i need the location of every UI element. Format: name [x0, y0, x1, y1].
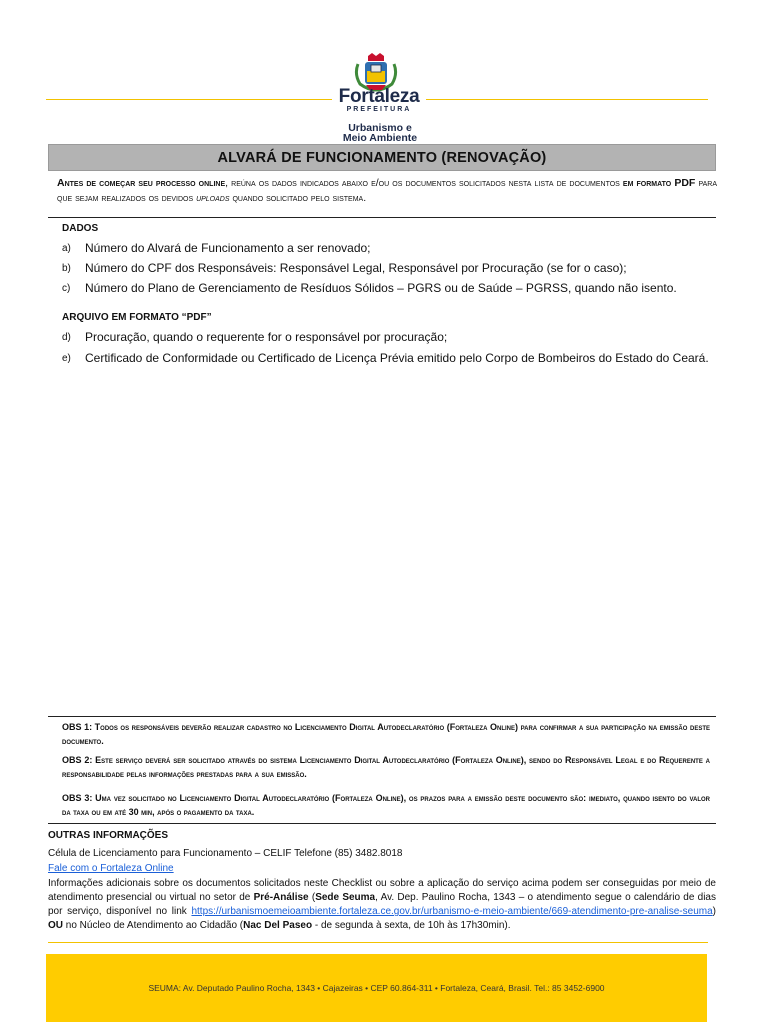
info-text: Informações adicionais sobre os documentos solicitados neste Checklist ou sobre a aplicação do serviço acima podem ser conseguidas por meio de atendimento presencial ou virtual no setor de — [48, 878, 716, 903]
list-item — [62, 350, 718, 366]
brand-subtitle: PREFEITURA — [346, 106, 412, 113]
intro-lead: Antes de começar seu processo online — [57, 177, 226, 189]
outras-heading: OUTRAS INFORMAÇÕES — [48, 830, 168, 841]
intro-paragraph — [57, 176, 717, 206]
info-bold: OU — [48, 920, 63, 931]
intro-uploads: uploads — [196, 192, 230, 204]
list-text: Procuração, quando o requerente for o responsável por procuração; — [85, 330, 448, 344]
intro-text-3: quando solicitado pelo sistema. — [229, 192, 367, 204]
list-label: b) — [62, 263, 71, 274]
list-text: Número do Plano de Gerenciamento de Resíduos Sólidos – PGRS ou de Saúde – PGRSS, quando não isento. — [85, 281, 677, 295]
obs-1 — [62, 720, 710, 748]
obs-key: OBS 1 — [62, 722, 90, 732]
obs-3 — [62, 791, 710, 819]
list-text: Número do CPF dos Responsáveis: Responsável Legal, Responsável por Procuração (se for o caso); — [85, 261, 627, 275]
intro-text-2: para que sejam realizados os devidos — [57, 177, 717, 204]
celif-contact: Célula de Licenciamento para Funcionamento – CELIF Telefone (85) 3482.8018 — [48, 848, 403, 859]
info-text: ) — [712, 906, 716, 917]
obs-divider — [48, 716, 716, 717]
footer-top-line — [48, 942, 708, 943]
list-label: d) — [62, 332, 71, 343]
obs-text: : Todos os responsáveis deverão realizar cadastro no Licenciamento Digital Autodeclaratório (Fortaleza Online) para confirmar a sua participação na emissão deste documento. — [62, 722, 710, 746]
obs-key: OBS 2 — [62, 755, 90, 765]
info-text: , Av. Dep. Paulino Rocha, 1343 – o atendimento segue o calendário de dias por serviço, disponível no link — [48, 892, 716, 917]
list-text: Certificado de Conformidade ou Certificado de Licença Prévia emitido pelo Corpo de Bombeiros do Estado do Ceará. — [85, 351, 709, 365]
additional-info — [48, 877, 716, 933]
intro-pdf: em formato PDF — [622, 177, 696, 189]
info-bold: Nac Del Paseo — [243, 920, 313, 931]
footer-address: SEUMA: Av. Deputado Paulino Rocha, 1343 • Cajazeiras • CEP 60.864-311 • Fortaleza, Ceará, Brasil. Tel.: 85 3452-6900 — [148, 983, 605, 993]
obs-key: OBS 3: — [62, 793, 93, 803]
info-bold: Sede Seuma — [315, 892, 376, 903]
list-item — [62, 280, 718, 296]
info-text: ( — [308, 892, 316, 903]
page-title: ALVARÁ DE FUNCIONAMENTO (RENOVAÇÃO) — [217, 149, 547, 166]
list-text: Número do Alvará de Funcionamento a ser renovado; — [85, 241, 371, 255]
list-item — [62, 240, 718, 256]
intro-text-1: , reúna os dados indicados abaixo e/ou os documentos solicitados nesta lista de documentos — [225, 177, 623, 189]
brand-name: Fortaleza — [338, 86, 420, 107]
list-item — [62, 260, 718, 276]
pre-analise-link[interactable]: https://urbanismoemeioambiente.fortaleza.ce.gov.br/urbanismo-e-meio-ambiente/669-atendimento-pre-analise-seuma — [191, 906, 713, 917]
header-line-left — [46, 99, 332, 100]
obs-bottom-divider — [48, 823, 716, 824]
department-line-1: Urbanismo e — [348, 122, 412, 134]
obs-2 — [62, 753, 710, 781]
info-bold: Pré-Análise — [253, 892, 309, 903]
list-item — [62, 329, 718, 345]
footer-band — [46, 954, 707, 1022]
list-label: e) — [62, 353, 71, 364]
dados-heading: DADOS — [62, 223, 99, 234]
intro-divider — [48, 217, 716, 218]
obs-text: : Este serviço deverá ser solicitado através do sistema Licenciamento Digital Autodeclaratório (Fortaleza Online), sendo do Responsável Legal e do Requerente a responsabilidade pelas informações prestadas para a sua emissão. — [62, 755, 710, 779]
arquivo-heading: ARQUIVO EM FORMATO “PDF” — [62, 312, 212, 323]
obs-text: Uma vez solicitado no Licenciamento Digital Autodeclaratório (Fortaleza Online), os prazos para a emissão deste documento são: imediato, quando isento do valor da taxa ou em até 30 min, após o pagamento da taxa. — [62, 793, 710, 817]
info-text: - de segunda à sexta, de 10h às 17h30min). — [312, 920, 511, 931]
list-label: c) — [62, 283, 71, 294]
header-line-right — [426, 99, 708, 100]
fale-com-link[interactable]: Fale com o Fortaleza Online — [48, 863, 174, 874]
title-bar — [48, 144, 716, 171]
info-text: no Núcleo de Atendimento ao Cidadão ( — [63, 920, 244, 931]
department-line-2: Meio Ambiente — [342, 132, 418, 144]
list-label: a) — [62, 243, 71, 254]
